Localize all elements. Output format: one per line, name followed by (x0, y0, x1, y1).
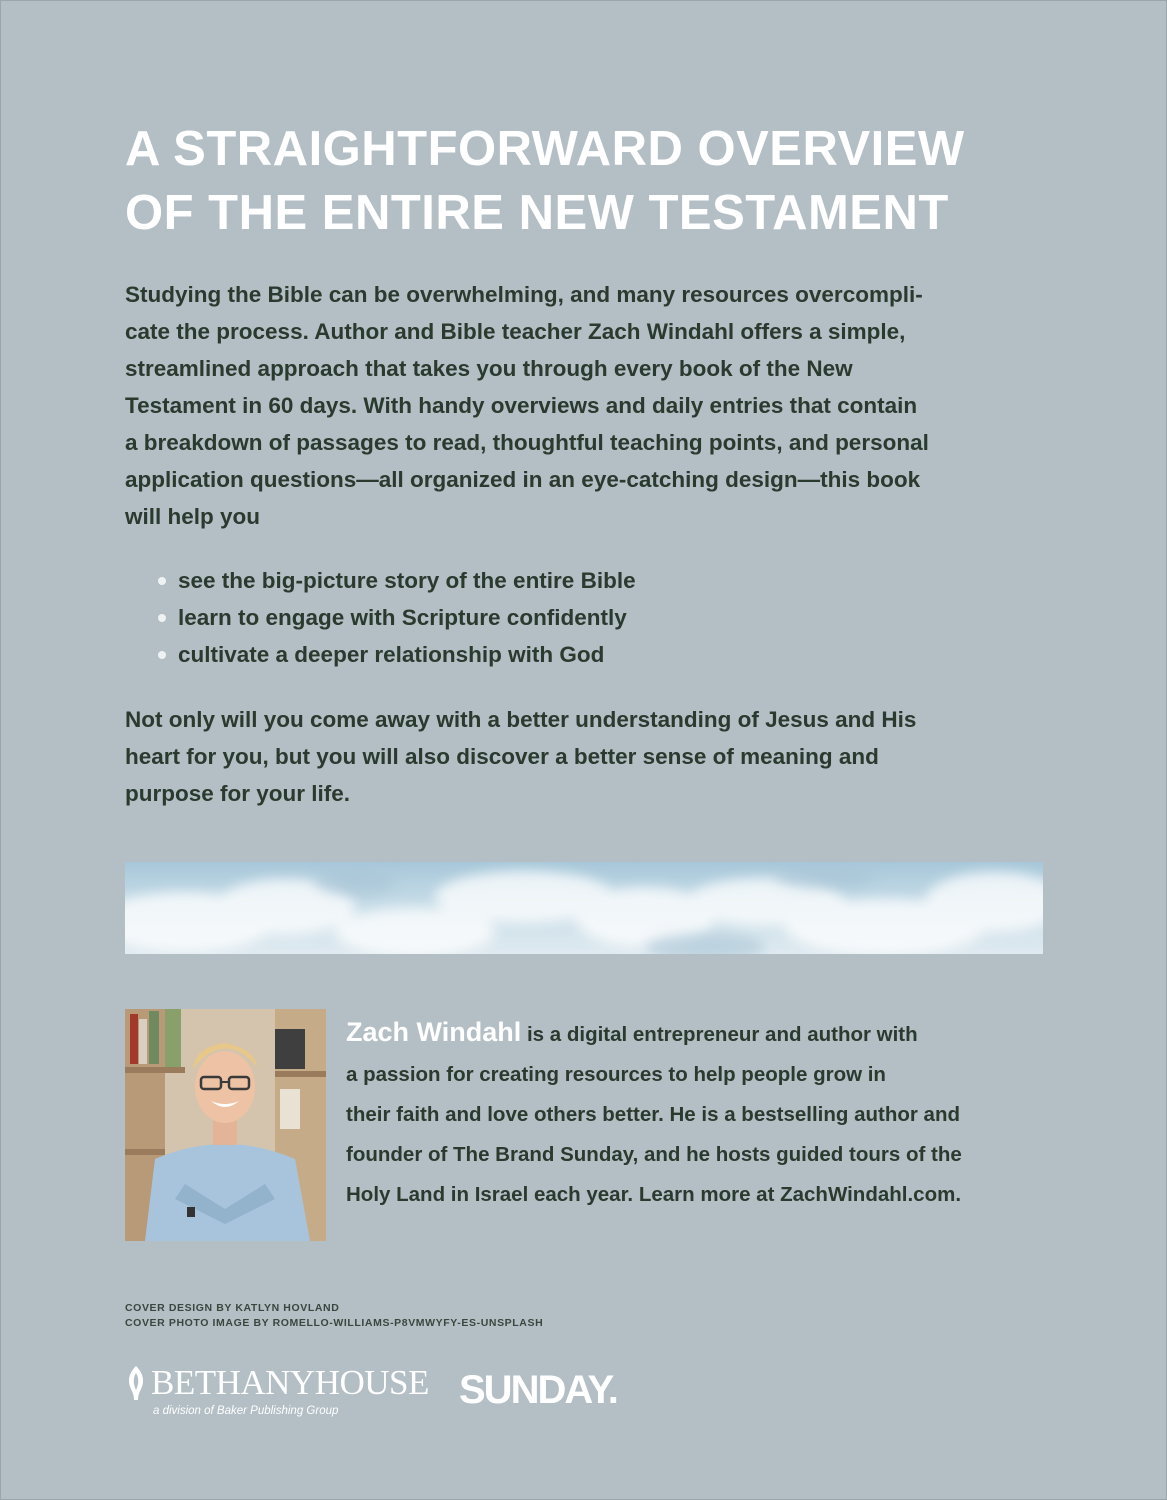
author-bio (346, 1012, 1051, 1215)
bio-line: their faith and love others better. He is a bestselling author and (346, 1103, 960, 1126)
intro-paragraph (125, 276, 1050, 535)
headline (125, 117, 1085, 245)
cover-credits (125, 1301, 543, 1331)
intro-line: application questions—all organized in an eye-catching design—this book (125, 467, 921, 492)
intro-line: cate the process. Author and Bible teacher Zach Windahl offers a simple, (125, 319, 906, 344)
author-portrait-image (125, 1009, 326, 1241)
publisher-name: BETHANYHOUSE (151, 1363, 429, 1402)
author-photo (125, 1009, 326, 1241)
intro-line: a breakdown of passages to read, thoughtful teaching points, and personal (125, 430, 929, 455)
intro-line: streamlined approach that takes you through every book of the New (125, 356, 853, 381)
cover-design-credit: COVER DESIGN BY KATLYN HOVLAND (125, 1302, 340, 1314)
list-item (158, 562, 636, 599)
closing-paragraph (125, 701, 1050, 812)
headline-line-1: A STRAIGHTFORWARD OVERVIEW (125, 122, 965, 176)
cover-photo-credit: COVER PHOTO IMAGE BY ROMELLO-WILLIAMS-P8VMWYFY-ES-UNSPLASH (125, 1317, 544, 1329)
bio-line: Holy Land in Israel each year. Learn more at ZachWindahl.com. (346, 1183, 962, 1206)
bethany-house-logo (125, 1363, 435, 1423)
publisher-division: a division of Baker Publishing Group (153, 1405, 339, 1417)
clouds-image (125, 862, 1043, 954)
closing-line: heart for you, but you will also discover a better sense of meaning and (125, 744, 879, 769)
list-item-text: learn to engage with Scripture confidently (178, 605, 627, 630)
benefit-list (158, 562, 636, 673)
closing-line: purpose for your life. (125, 781, 351, 806)
intro-line: Testament in 60 days. With handy overviews and daily entries that contain (125, 393, 918, 418)
bio-line: founder of The Brand Sunday, and he hosts guided tours of the (346, 1143, 962, 1166)
headline-line-2: OF THE ENTIRE NEW TESTAMENT (125, 186, 949, 240)
list-item (158, 636, 636, 673)
list-item-text: cultivate a deeper relationship with God (178, 642, 605, 667)
bio-line-text: is a digital entrepreneur and author with (521, 1023, 918, 1046)
bullet-dot-icon (158, 577, 166, 585)
bullet-dot-icon (158, 651, 166, 659)
intro-line: Studying the Bible can be overwhelming, and many resources overcompli- (125, 282, 923, 307)
author-name: Zach Windahl (346, 1017, 522, 1047)
list-item-text: see the big-picture story of the entire Bible (178, 568, 636, 593)
sky-clouds-banner (125, 862, 1043, 954)
list-item (158, 599, 636, 636)
bio-line (346, 1012, 1051, 1055)
bio-line: a passion for creating resources to help people grow in (346, 1063, 886, 1086)
closing-line: Not only will you come away with a better understanding of Jesus and His (125, 707, 917, 732)
bullet-dot-icon (158, 614, 166, 622)
intro-line: will help you (125, 504, 261, 529)
sunday-logo: SUNDAY. (459, 1368, 617, 1412)
bethany-house-mark-icon (125, 1365, 147, 1401)
